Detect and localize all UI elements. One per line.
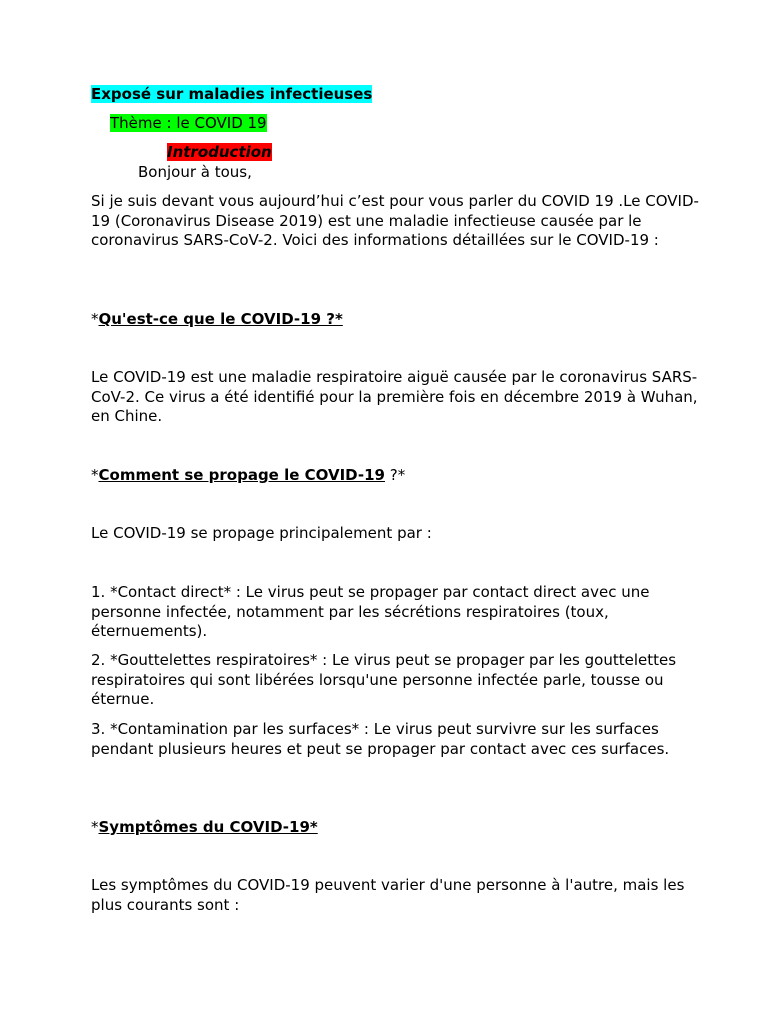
section-paragraph-what: Le COVID-19 est une maladie respiratoire aiguë causée par le coronavirus SARS-CoV-2. Ce virus a été identifié pour la première fois en décembre 2019 à Wuhan, en Chine. bbox=[91, 368, 698, 425]
title-text: Exposé sur maladies infectieuses bbox=[91, 85, 373, 103]
theme-text: Thème : le COVID 19 bbox=[110, 114, 267, 132]
section-heading-prefix: * bbox=[91, 466, 99, 484]
theme-line bbox=[110, 114, 267, 133]
section-heading-prefix: * bbox=[91, 818, 99, 836]
section-heading-text: Symptômes du COVID-19* bbox=[98, 818, 318, 836]
section-heading-prefix: * bbox=[91, 310, 99, 328]
section-heading-what bbox=[91, 310, 343, 329]
section-heading-spread bbox=[91, 466, 405, 485]
section-paragraph-symptoms: Les symptômes du COVID-19 peuvent varier d'une personne à l'autre, mais les plus courants sont : bbox=[91, 876, 685, 914]
intro-heading bbox=[167, 143, 272, 162]
section-heading-text: Qu'est-ce que le COVID-19 ?* bbox=[98, 310, 343, 328]
greeting: Bonjour à tous, bbox=[138, 163, 252, 181]
list-item-surfaces: 3. *Contamination par les surfaces* : Le virus peut survivre sur les surfaces pendant plusieurs heures et peut se propager par contact avec ces surfaces. bbox=[91, 720, 670, 758]
document-title bbox=[91, 85, 372, 104]
list-item-droplets: 2. *Gouttelettes respiratoires* : Le virus peut se propager par les gouttelettes respiratoires qui sont libérées lorsqu'une personne infectée parle, tousse ou éternue. bbox=[91, 651, 677, 708]
section-heading-suffix: ?* bbox=[385, 466, 406, 484]
intro-paragraph: Si je suis devant vous aujourd’hui c’est pour vous parler du COVID 19 .Le COVID-19 (Coronavirus Disease 2019) est une maladie infectieuse causée par le coronavirus SARS-CoV-2. Voici des informations détaillées sur le COVID-19 : bbox=[91, 192, 699, 249]
section-heading-text: Comment se propage le COVID-19 bbox=[98, 466, 385, 484]
section-paragraph-spread: Le COVID-19 se propage principalement par : bbox=[91, 524, 432, 542]
intro-heading-text: Introduction bbox=[167, 143, 272, 161]
section-heading-symptoms bbox=[91, 818, 318, 837]
list-item-contact: 1. *Contact direct* : Le virus peut se propager par contact direct avec une personne infectée, notamment par les sécrétions respiratoires (toux, éternuements). bbox=[91, 583, 650, 640]
